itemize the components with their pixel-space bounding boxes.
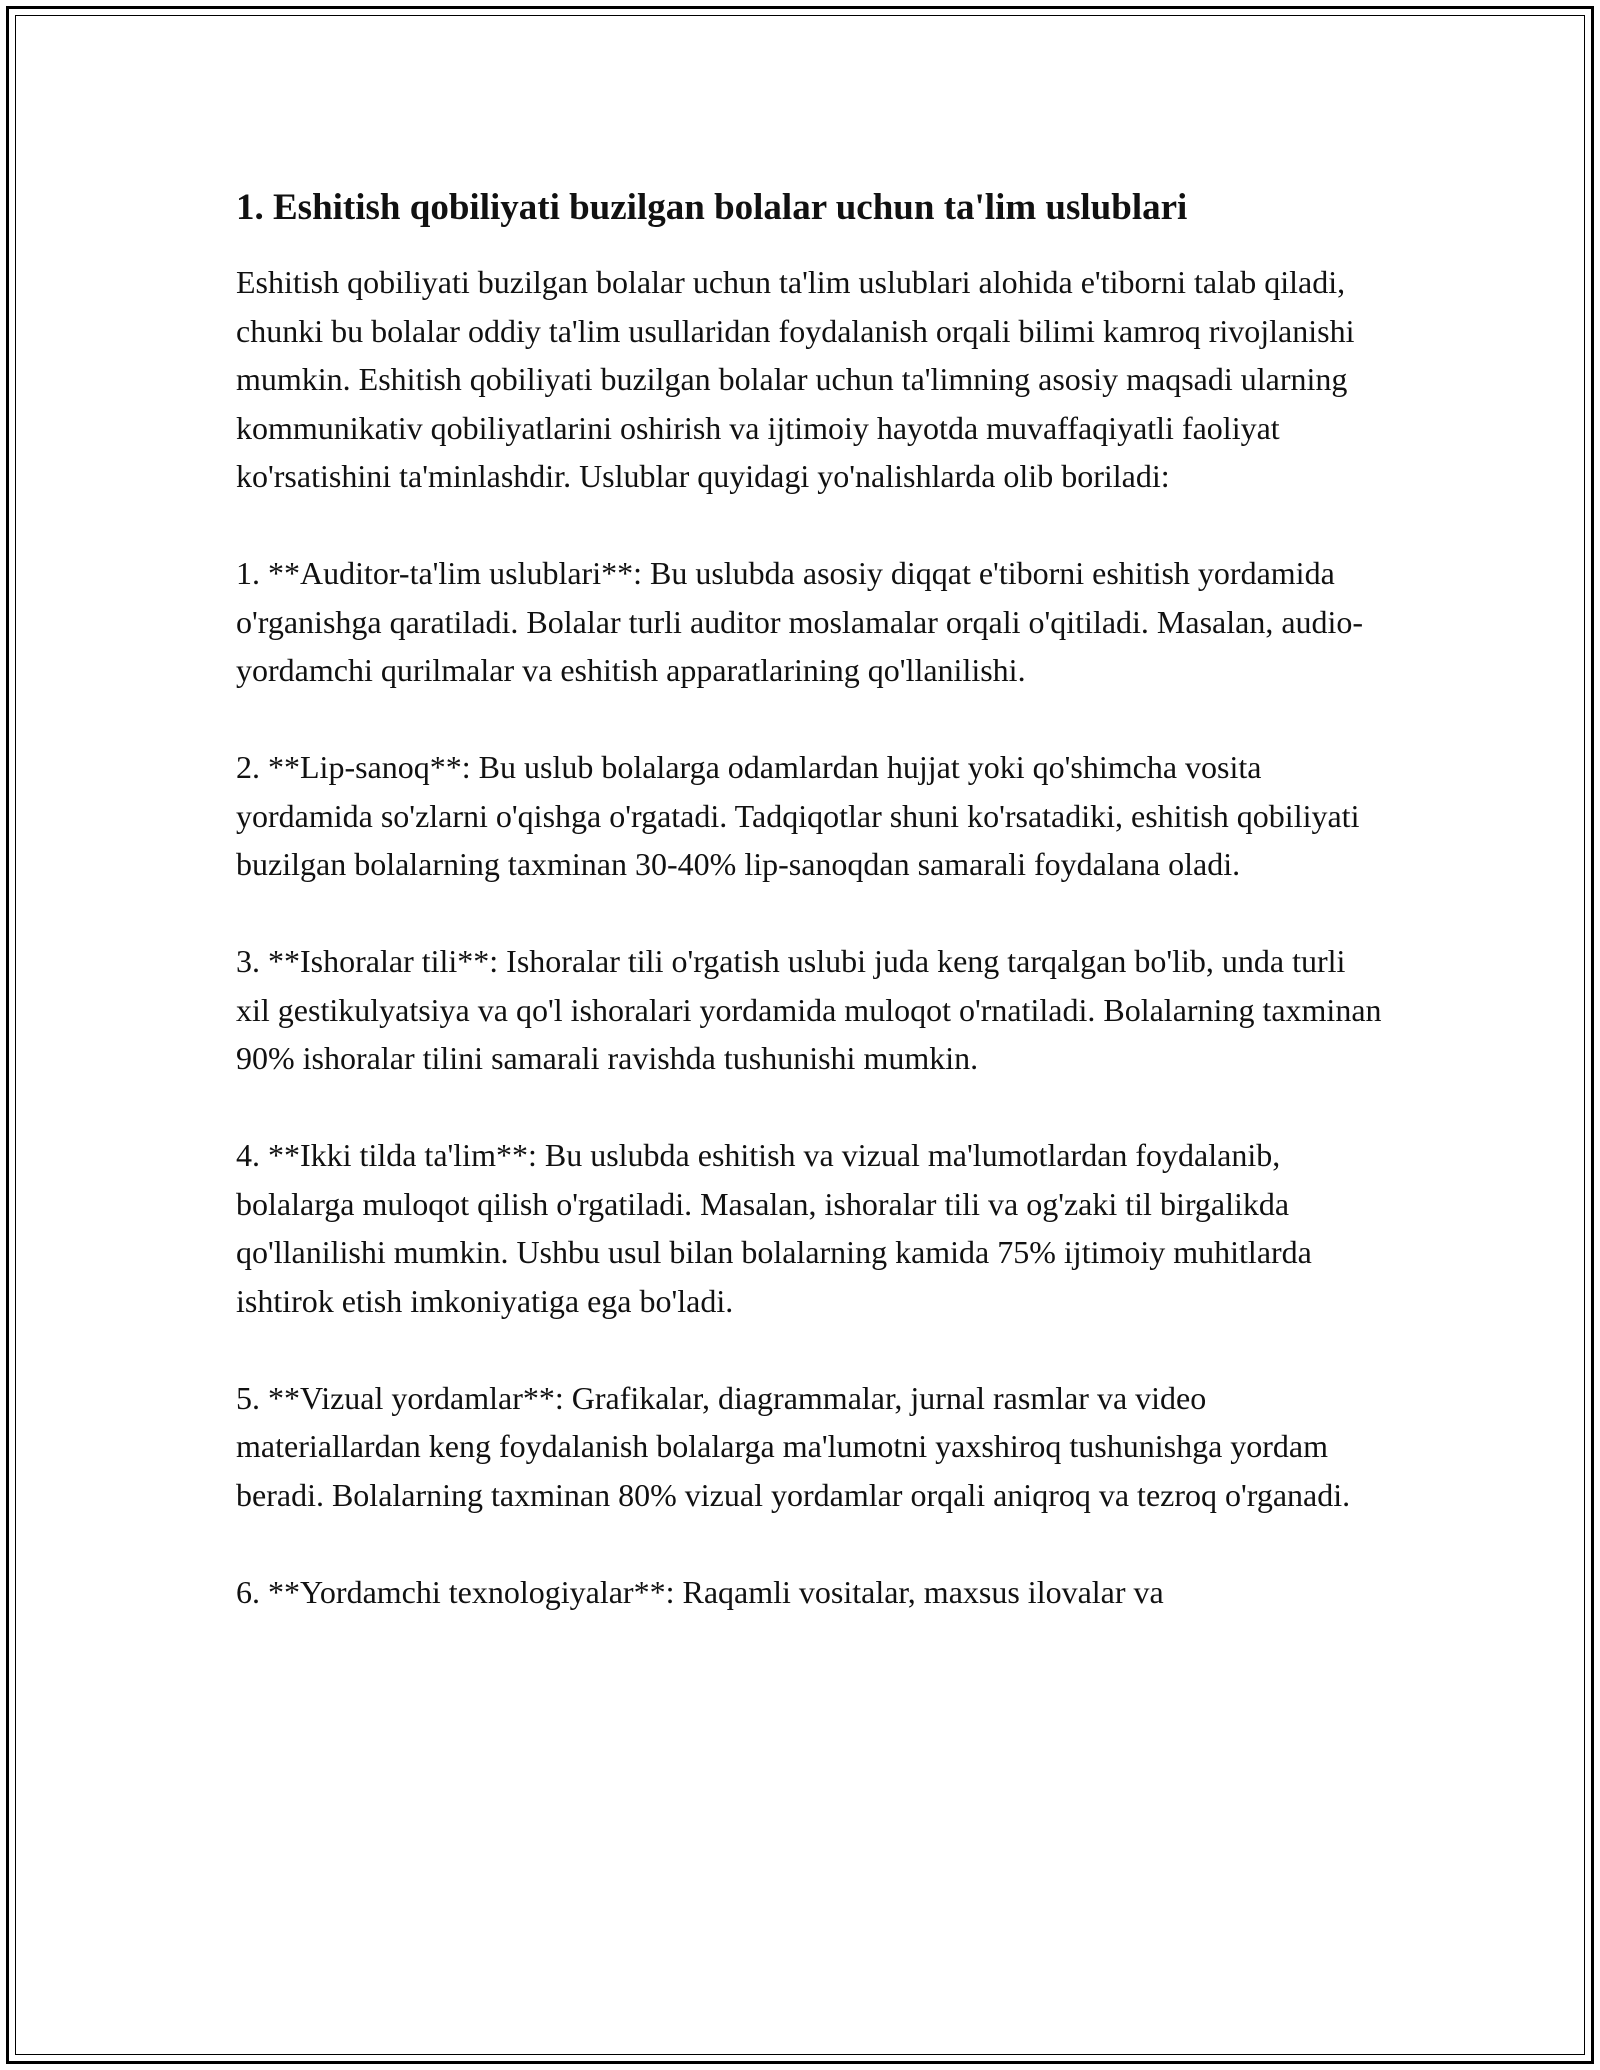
list-item-auditor: 1. **Auditor-ta'lim uslublari**: Bu uslubda asosiy diqqat e'tiborni eshitish yordamida o'rganishga qaratiladi. Bolalar turli auditor moslamalar orqali o'qitiladi. Masalan, audio-yordamchi qurilmalar va eshitish apparatlarining qo'llanilishi. bbox=[236, 555, 1364, 688]
list-item-lip-reading: 2. **Lip-sanoq**: Bu uslub bolalarga odamlardan hujjat yoki qo'shimcha vosita yordamida so'zlarni o'qishga o'rgatadi. Tadqiqotlar shuni ko'rsatadiki, eshitish qobiliyati buzilgan bolalarning taxminan 30-40% lip-sanoqdan samarali foydalana oladi. bbox=[236, 749, 1360, 882]
section-heading: 1. Eshitish qobiliyati buzilgan bolalar uchun ta'lim uslublari bbox=[236, 187, 1188, 228]
list-item-sign-language: 3. **Ishoralar tili**: Ishoralar tili o'rgatish uslubi juda keng tarqalgan bo'lib, unda turli xil gestikulyatsiya va qo'l ishoralari yordamida muloqot o'rnatiladi. Bolalarning taxminan 90% ishoralar tilini samarali ravishda tushunishi mumkin. bbox=[236, 943, 1382, 1076]
intro-paragraph: Eshitish qobiliyati buzilgan bolalar uchun ta'lim uslublari alohida e'tiborni talab qiladi, chunki bu bolalar oddiy ta'lim usullaridan foydalanish orqali bilimi kamroq rivojlanishi mumkin. Eshitish qobiliyati buzilgan bolalar uchun ta'limning asosiy maqsadi ularning kommunikativ qobiliyatlarini oshirish va ijtimoiy hayotda muvaffaqiyatli faoliyat ko'rsatishini ta'minlashdir. Uslublar quyidagi yo'nalishlarda olib boriladi: bbox=[236, 264, 1355, 494]
list-item-visual-aids: 5. **Vizual yordamlar**: Grafikalar, diagrammalar, jurnal rasmlar va video materiallardan keng foydalanish bolalarga ma'lumotni yaxshiroq tushunishga yordam beradi. Bolalarning taxminan 80% vizual yordamlar orqali aniqroq va tezroq o'rganadi. bbox=[236, 1379, 1351, 1513]
document-body bbox=[236, 186, 1386, 1665]
list-item-assistive-tech: 6. **Yordamchi texnologiyalar**: Raqamli vositalar, maxsus ilovalar va bbox=[236, 1573, 1164, 1610]
list-item-bilingual: 4. **Ikki tilda ta'lim**: Bu uslubda eshitish va vizual ma'lumotlardan foydalanib, bolalarga muloqot qilish o'rgatiladi. Masalan, ishoralar tili va og'zaki til birgalikda qo'llanilishi mumkin. Ushbu usul bilan bolalarning kamida 75% ijtimoiy muhitlarda ishtirok etish imkoniyatiga ega bo'ladi. bbox=[236, 1137, 1312, 1319]
